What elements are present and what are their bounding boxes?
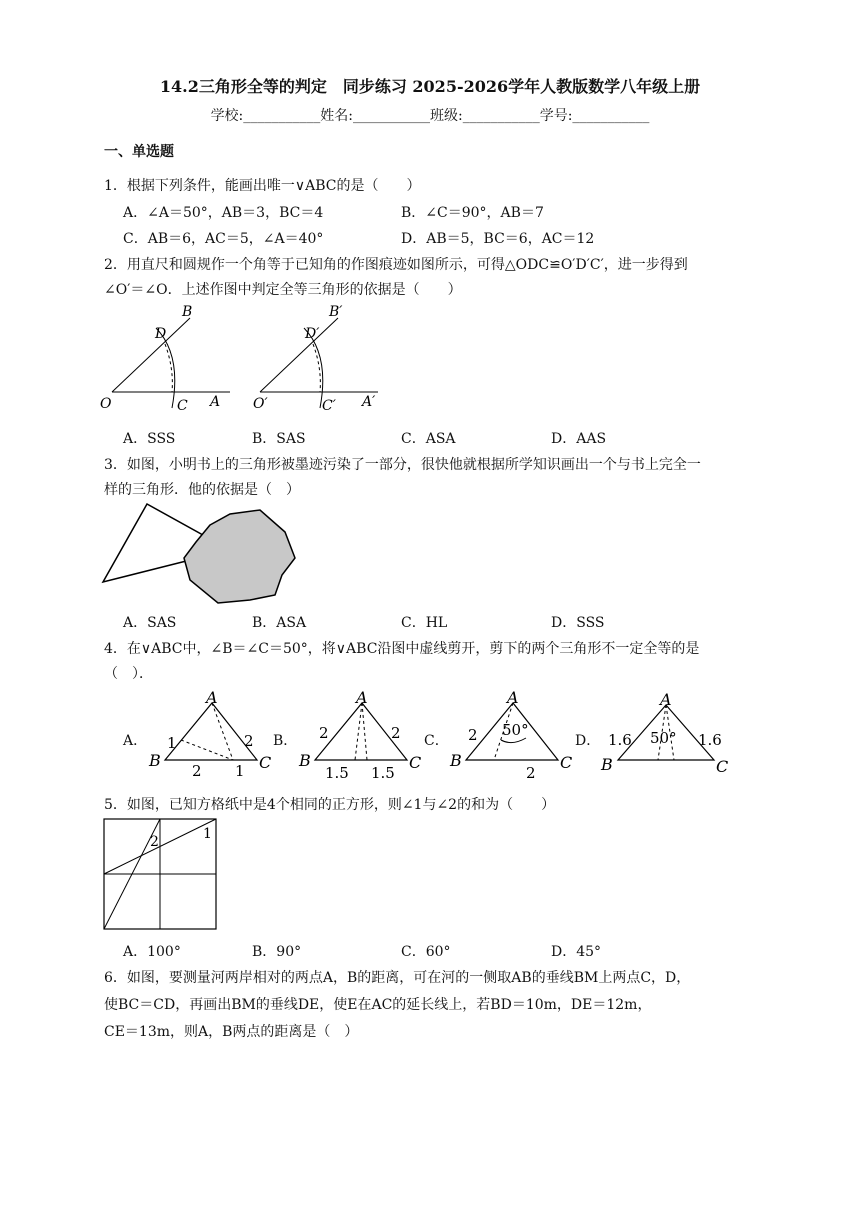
q1-option-b: B．∠C＝90°，AB＝7 — [401, 205, 544, 221]
q4-figure-a — [145, 688, 275, 778]
svg-text:1: 1 — [203, 826, 212, 842]
svg-text:50°: 50° — [650, 729, 677, 747]
q3-option-d: D．SSS — [551, 615, 605, 631]
q2-label-o-prime: O′ — [253, 396, 268, 412]
svg-text:1: 1 — [167, 734, 177, 752]
svg-text:2: 2 — [468, 726, 478, 744]
section-heading: 一、单选题 — [104, 144, 174, 160]
q3-option-a: A．SAS — [123, 615, 177, 631]
svg-text:1.5: 1.5 — [371, 764, 395, 782]
q6-stem-line1: 6．如图，要测量河两岸相对的两点A，B的距离，可在河的一侧取AB的垂线BM上两点C，D， — [104, 970, 691, 986]
q4-option-a-letter: A． — [123, 733, 148, 749]
q6-stem-line2: 使BC＝CD，再画出BM的垂线DE，使E在AC的延长线上，若BD＝10m，DE＝12m， — [104, 997, 652, 1013]
q4-option-b-letter: B． — [273, 733, 298, 749]
svg-text:A: A — [507, 688, 519, 707]
svg-text:B: B — [601, 755, 613, 774]
q5-option-c: C．60° — [401, 944, 451, 960]
svg-text:B: B — [299, 751, 311, 770]
svg-text:2: 2 — [391, 724, 401, 742]
svg-text:2: 2 — [244, 732, 254, 750]
q2-option-b: B．SAS — [252, 431, 306, 447]
q2-figure — [100, 300, 400, 420]
q5-option-d: D．45° — [551, 944, 602, 960]
svg-text:2: 2 — [319, 724, 329, 742]
svg-text:2: 2 — [192, 762, 202, 780]
q4-option-c-letter: C． — [424, 733, 449, 749]
q4-stem-line2: （ ）． — [104, 666, 153, 682]
q4-figure-d — [598, 690, 738, 780]
q2-label-b-prime: B′ — [329, 304, 343, 320]
svg-text:B: B — [149, 751, 161, 770]
svg-text:A: A — [356, 688, 368, 707]
q2-label-c: C — [177, 398, 188, 414]
q2-stem-line1: 2．用直尺和圆规作一个角等于已知角的作图痕迹如图所示，可得△ODC≌O′D′C′，进一步得到 — [104, 257, 688, 273]
q2-label-d-prime: D′ — [305, 326, 320, 342]
q3-stem-line2: 样的三角形．他的依据是（ ） — [104, 482, 300, 498]
q1-option-c: C．AB＝6，AC＝5，∠A＝40° — [123, 231, 324, 247]
q5-grid-figure — [103, 818, 223, 933]
svg-text:A: A — [660, 690, 672, 709]
svg-text:1.5: 1.5 — [325, 764, 349, 782]
ink-blot — [184, 510, 295, 603]
svg-text:C: C — [560, 753, 573, 772]
svg-text:1: 1 — [235, 762, 245, 780]
svg-text:C: C — [716, 757, 729, 776]
q2-stem-line2: ∠O′＝∠O．上述作图中判定全等三角形的依据是（ ） — [104, 282, 462, 298]
q3-option-c: C．HL — [401, 615, 448, 631]
svg-text:C: C — [409, 753, 422, 772]
q1-option-d: D．AB＝5，BC＝6，AC＝12 — [401, 231, 595, 247]
q2-label-a-prime: A′ — [362, 394, 376, 410]
svg-text:B: B — [450, 751, 462, 770]
q2-label-d: D — [155, 326, 167, 342]
q2-option-d: D．AAS — [551, 431, 607, 447]
q5-option-a: A．100° — [123, 944, 181, 960]
svg-text:1.6: 1.6 — [698, 731, 722, 749]
student-info-line: 学校:___________姓名:___________班级:___________学号:___________ — [210, 108, 650, 124]
svg-text:1.6: 1.6 — [608, 731, 632, 749]
svg-text:2: 2 — [150, 834, 159, 850]
q2-label-o: O — [100, 396, 112, 412]
q3-option-b: B．ASA — [252, 615, 307, 631]
q2-option-c: C．ASA — [401, 431, 456, 447]
q3-stem-line1: 3．如图，小明书上的三角形被墨迹污染了一部分，很快他就根据所学知识画出一个与书上完全一 — [104, 457, 701, 473]
svg-text:2: 2 — [526, 764, 536, 782]
q5-option-b: B．90° — [252, 944, 302, 960]
q4-figure-c — [446, 688, 586, 782]
q1-stem: 1．根据下列条件，能画出唯一∨ABC的是（ ） — [104, 178, 421, 194]
q5-stem: 5．如图，已知方格纸中是4个相同的正方形，则∠1与∠2的和为（ ） — [104, 797, 556, 813]
page-title: 14.2三角形全等的判定 同步练习 2025-2026学年人教版数学八年级上册 — [159, 77, 701, 96]
svg-text:C: C — [259, 753, 272, 772]
q2-label-c-prime: C′ — [322, 398, 336, 414]
q4-stem-line1: 4．在∨ABC中，∠B＝∠C＝50°，将∨ABC沿图中虚线剪开，剪下的两个三角形不一定全等的是 — [104, 641, 700, 657]
svg-text:A: A — [206, 688, 218, 707]
q2-label-a: A — [210, 394, 221, 410]
q3-figure — [100, 500, 300, 610]
q4-option-d-letter: D． — [575, 733, 601, 749]
q1-option-a: A．∠A＝50°，AB＝3，BC＝4 — [123, 205, 324, 221]
q2-option-a: A．SSS — [123, 431, 176, 447]
q2-label-b: B — [182, 304, 193, 320]
q6-stem-line3: CE＝13m，则A，B两点的距离是（ ） — [104, 1024, 359, 1040]
q4-figure-b — [295, 688, 435, 782]
svg-text:50°: 50° — [502, 721, 529, 739]
